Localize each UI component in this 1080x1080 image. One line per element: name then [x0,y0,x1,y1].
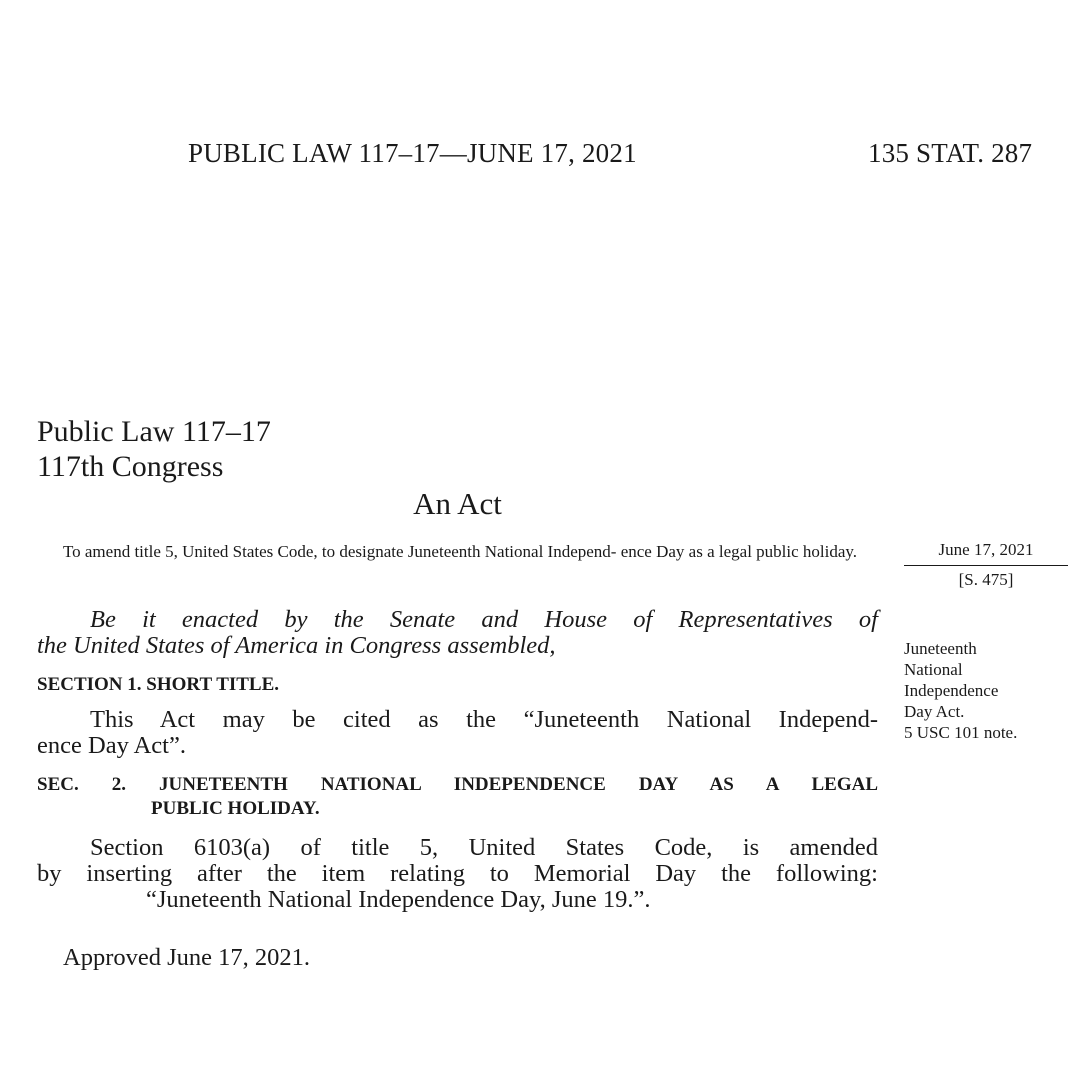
section-1-text-line: ence Day Act”. [37,732,186,759]
margin-note-line: National [904,660,963,679]
approval-date: Approved June 17, 2021. [63,944,311,971]
section-2-heading-line: PUBLIC HOLIDAY. [151,798,320,819]
public-law-number: Public Law 117–17 [37,415,271,448]
section-2-text-line: by inserting after the item relating to Memorial Day the following: [37,860,878,887]
running-head-title: PUBLIC LAW 117–17—JUNE 17, 2021 [188,138,637,168]
section-2-text-line: Section 6103(a) of title 5, United States Code, is amended [90,834,878,861]
act-heading: An Act [413,486,502,521]
margin-note [904,638,1017,743]
margin-date: June 17, 2021 [938,540,1034,559]
margin-note-line: Day Act. [904,702,965,721]
enacting-clause-line: Be it enacted by the Senate and House of Representatives of [90,606,878,633]
act-purpose: To amend title 5, United States Code, to designate Juneteenth National Independ- ence Day as a legal public holiday. [62,542,858,561]
section-1-heading: SECTION 1. SHORT TITLE. [37,674,280,695]
section-2-text-line: “Juneteenth National Independence Day, June 19.”. [146,886,651,913]
statute-page-number: 135 STAT. 287 [868,138,1033,168]
margin-note-line: Independence [904,681,999,700]
congress-label: 117th Congress [37,450,224,483]
enacting-clause-line: the United States of America in Congress assembled, [37,632,556,659]
section-1-text-line: This Act may be cited as the “Juneteenth National Independ- [90,706,878,733]
margin-divider [904,565,1068,566]
bill-number: [S. 475] [958,570,1014,589]
margin-note-line: 5 USC 101 note. [904,723,1018,742]
section-2-heading-line: SEC. 2. JUNETEENTH NATIONAL INDEPENDENCE DAY AS A LEGAL [37,774,878,795]
margin-note-line: Juneteenth [904,639,977,658]
